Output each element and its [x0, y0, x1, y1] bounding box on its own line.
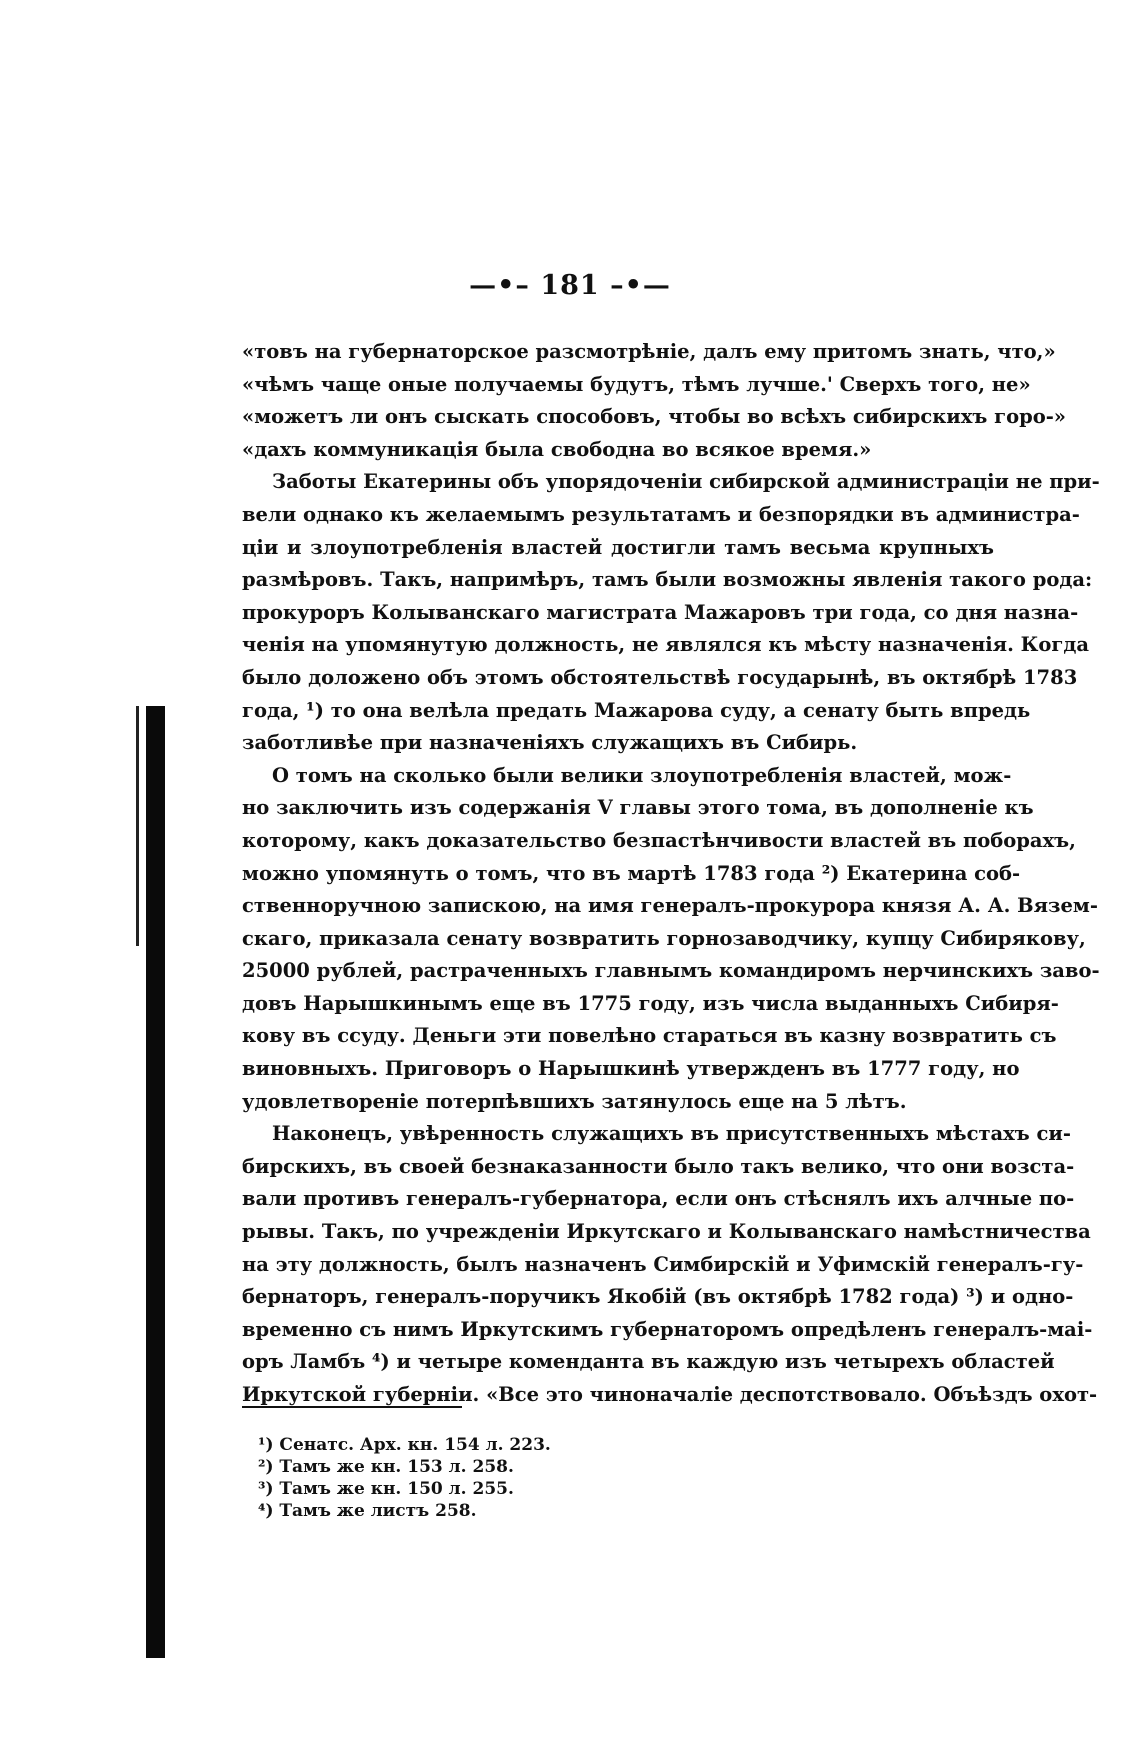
text-line: 25000 рублей, растраченныхъ главнымъ командиромъ нерчинскихъ заво-	[242, 959, 1100, 983]
text-line: О томъ на сколько были велики злоупотребленія властей, мож-	[272, 763, 1012, 787]
text-line: «дахъ коммуникація была свободна во всякое время.»	[242, 437, 872, 461]
footnote: ¹) Сенатс. Арх. кн. 154 л. 223.	[258, 1435, 551, 1455]
text-line: но заключить изъ содержанія V главы этого тома, въ дополненіе къ	[242, 796, 1034, 820]
text-line: удовлетвореніе потерпѣвшихъ затянулось еще на 5 лѣтъ.	[242, 1089, 907, 1113]
footnote: ²) Тамъ же кн. 153 л. 258.	[258, 1457, 514, 1477]
text-line: оръ Ламбъ ⁴) и четыре коменданта въ каждую изъ четырехъ областей	[242, 1350, 1055, 1374]
body-text	[242, 336, 1100, 1412]
text-line: которому, какъ доказательство безпастѣнчивости властей въ поборахъ,	[242, 828, 1076, 852]
footnotes	[258, 1434, 551, 1522]
text-line: прокуроръ Колыванскаго магистрата Мажаровъ три года, со дня назна-	[242, 600, 1079, 624]
page-number-ornament-left: —•–	[469, 270, 530, 301]
text-line: на эту должность, былъ назначенъ Симбирскій и Уфимскій генералъ-гу-	[242, 1252, 1084, 1276]
text-line: ченія на упомянутую должность, не являлся къ мѣсту назначенія. Когда	[242, 633, 1089, 657]
footnote-divider	[242, 1406, 462, 1408]
text-line: «товъ на губернаторское разсмотрѣніе, далъ ему притомъ знать, что,»	[242, 340, 1056, 363]
binding-edge-line	[136, 706, 139, 946]
page-number-value: 181	[540, 270, 600, 301]
text-line: заботливѣе при назначеніяхъ служащихъ въ Сибирь.	[242, 731, 858, 755]
text-line: довъ Нарышкинымъ еще въ 1775 году, изъ числа выданныхъ Сибиря-	[242, 991, 1059, 1015]
text-line: ціи и злоупотребленія властей достигли тамъ весьма крупныхъ	[242, 535, 994, 559]
footnote: ⁴) Тамъ же листъ 258.	[258, 1501, 477, 1521]
text-line: виновныхъ. Приговоръ о Нарышкинѣ утвержденъ въ 1777 году, но	[242, 1057, 1020, 1081]
text-line: Наконецъ, увѣренность служащихъ въ присутственныхъ мѣстахъ си-	[272, 1122, 1071, 1146]
text-line: скаго, приказала сенату возвратить горнозаводчику, купцу Сибирякову,	[242, 926, 1086, 950]
text-line: вали противъ генералъ-губернатора, если онъ стѣснялъ ихъ алчные по-	[242, 1187, 1075, 1211]
text-line: временно съ нимъ Иркутскимъ губернаторомъ опредѣленъ генералъ-маі-	[242, 1317, 1093, 1341]
text-line: размѣровъ. Такъ, напримѣръ, тамъ были возможны явленія такого рода:	[242, 568, 1093, 592]
text-line: было доложено объ этомъ обстоятельствѣ государынѣ, въ октябрѣ 1783	[242, 665, 1078, 689]
text-line: ственноручною запискою, на имя генералъ-прокурора князя А. А. Вязем-	[242, 894, 1098, 918]
text-line: Иркутской губерніи. «Все это чиноначаліе деспотствовало. Объѣздъ охот-	[242, 1383, 1098, 1406]
page-number	[0, 270, 1140, 301]
text-line: вели однако къ желаемымъ результатамъ и безпорядки въ администра-	[242, 502, 1080, 526]
text-line: Заботы Екатерины объ упорядоченіи сибирской администраціи не при-	[272, 470, 1100, 494]
binding-edge-bar	[146, 706, 165, 1658]
text-line: можно упомянуть о томъ, что въ мартѣ 1783 года ²) Екатерина соб-	[242, 861, 1021, 885]
text-line: кову въ ссуду. Деньги эти повелѣно стараться въ казну возвратить съ	[242, 1024, 1057, 1048]
text-line: года, ¹) то она велѣла предать Мажарова суду, а сенату быть впредь	[242, 698, 1031, 722]
text-line: «чѣмъ чаще оные получаемы будутъ, тѣмъ лучше.' Сверхъ того, не»	[242, 372, 1031, 396]
text-line: бирскихъ, въ своей безнаказанности было такъ велико, что они возста-	[242, 1154, 1075, 1178]
text-line: рывы. Такъ, по учрежденіи Иркутскаго и Колыванскаго намѣстничества	[242, 1220, 1091, 1244]
page-number-ornament-right: –•—	[610, 270, 671, 301]
text-line: «можетъ ли онъ сыскать способовъ, чтобы во всѣхъ сибирскихъ горо-»	[242, 405, 1066, 429]
footnote: ³) Тамъ же кн. 150 л. 255.	[258, 1479, 514, 1499]
text-line: бернаторъ, генералъ-поручикъ Якобій (въ октябрѣ 1782 года) ³) и одно-	[242, 1285, 1074, 1309]
